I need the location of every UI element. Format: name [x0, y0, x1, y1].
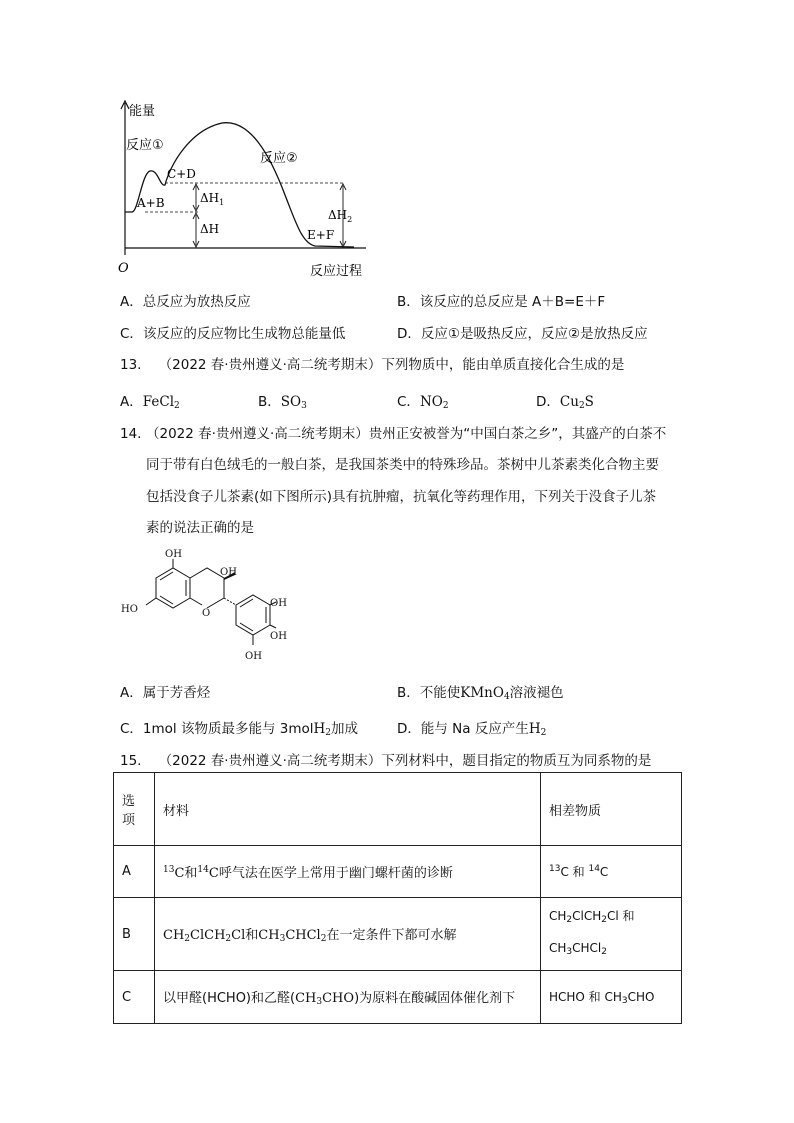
curve1-label: 反应① [126, 138, 164, 153]
question-text: 下列物质中，能由单质直接化合生成的是 [381, 357, 625, 373]
oh-label-b3: OH [245, 651, 262, 662]
q14-option-b[interactable]: B．不能使KMnO$_4$溶液褪色 [397, 685, 564, 702]
header-option: 选 项 [114, 773, 155, 846]
header-material: 材料 [155, 773, 541, 846]
q12-option-c[interactable]: C．该反应的反应物比生成物总能量低 [120, 326, 346, 342]
gallocatechin-structure [118, 545, 293, 665]
q13-option-d[interactable]: D．$Cu_2S$ [536, 394, 594, 411]
row-substances: HCHO 和 $CH_3CHO$ [541, 971, 682, 1024]
dh1-label: $\Delta H_1$ [200, 191, 225, 207]
q13-option-a[interactable]: A．FeCl$_2$ [120, 394, 180, 411]
q13-option-b[interactable]: B．$SO_3$ [258, 394, 307, 411]
row-material: $CH_2ClCH_2Cl$和$CH_3CHCl_2$在一定条件下都可水解 [155, 898, 541, 971]
row-material: $^{13}$C和$^{14}$C呼气法在医学上常用于幽门螺杆菌的诊断 [155, 846, 541, 898]
q14-stem-line-2: 同于带有白色绒毛的一般白茶，是我国茶类中的特殊珍品。茶树中儿茶素类化合物主要 [146, 457, 659, 473]
question-number: 15. [120, 753, 142, 769]
y-axis-label: 能量 [129, 104, 156, 119]
table-row[interactable] [114, 971, 682, 1024]
oh-label-c3: OH [220, 567, 237, 578]
dh2-label: $\Delta H_2$ [328, 208, 353, 224]
question-text: （2022 春·贵州遵义·高二统考期末）下列材料中，题目指定的物质互为同系物的是 [158, 753, 652, 769]
curve2-label: 反应② [260, 151, 298, 166]
q14-option-c[interactable]: C．1mol 该物质最多能与 3molH$_2$加成 [120, 721, 359, 738]
row-letter: C [114, 971, 155, 1024]
question-source: （2022 春·贵州遵义·高二统考期末） [158, 357, 382, 373]
energy-diagram [110, 95, 400, 280]
q14-stem-line-3: 包括没食子儿茶素(如下图所示)具有抗肿瘤，抗氧化等药理作用，下列关于没食子儿茶 [146, 489, 657, 505]
q13-option-c[interactable]: C．$NO_2$ [397, 394, 449, 411]
origin-label: O [118, 261, 129, 276]
intermediate-label: C+D [167, 167, 196, 181]
row-letter: B [114, 898, 155, 971]
table-row[interactable] [114, 898, 682, 971]
q15-stem [120, 749, 651, 769]
dh-label: ΔH [200, 222, 220, 236]
oh-label-top: OH [165, 549, 182, 560]
q12-option-d[interactable]: D．反应①是吸热反应，反应②是放热反应 [397, 326, 648, 342]
row-substances: $CH_2ClCH_2Cl$ 和 $CH_3CHCl_2$ [541, 898, 682, 971]
o-label-ring: O [202, 608, 211, 619]
q14-option-a[interactable]: A．属于芳香烃 [120, 685, 211, 701]
q14-option-d[interactable]: D．能与 Na 反应产生$H_2$ [397, 721, 547, 738]
header-substances: 相差物质 [541, 773, 682, 846]
q14-stem-line-4: 素的说法正确的是 [146, 520, 254, 536]
q13-stem [120, 353, 624, 373]
row-substances: $^{13}$C 和 $^{14}$C [541, 846, 682, 898]
oh-label-b1: OH [270, 598, 287, 609]
question-number: 13. [120, 357, 142, 373]
q14-stem-line-1: （2022 春·贵州遵义·高二统考期末）贵州正安被誉为“中国白茶之乡”，其盛产的白茶不 [146, 426, 667, 442]
products-label: E+F [307, 228, 335, 242]
oh-label-b2: OH [270, 631, 287, 642]
q15-table [113, 772, 682, 1024]
x-axis-label: 反应过程 [310, 264, 363, 279]
row-letter: A [114, 846, 155, 898]
ho-label-left: HO [121, 604, 138, 615]
q12-option-b[interactable]: B．该反应的总反应是 A＋B=E＋F [397, 294, 606, 310]
row-material: 以甲醛(HCHO)和乙醛$(CH_3CHO)$为原料在酸碱固体催化剂下 [155, 971, 541, 1024]
q12-option-a[interactable]: A．总反应为放热反应 [120, 294, 251, 310]
reactants-label: A+B [137, 196, 165, 210]
table-header-row [114, 773, 682, 846]
table-row[interactable] [114, 846, 682, 898]
q14-number: 14. [120, 426, 142, 442]
